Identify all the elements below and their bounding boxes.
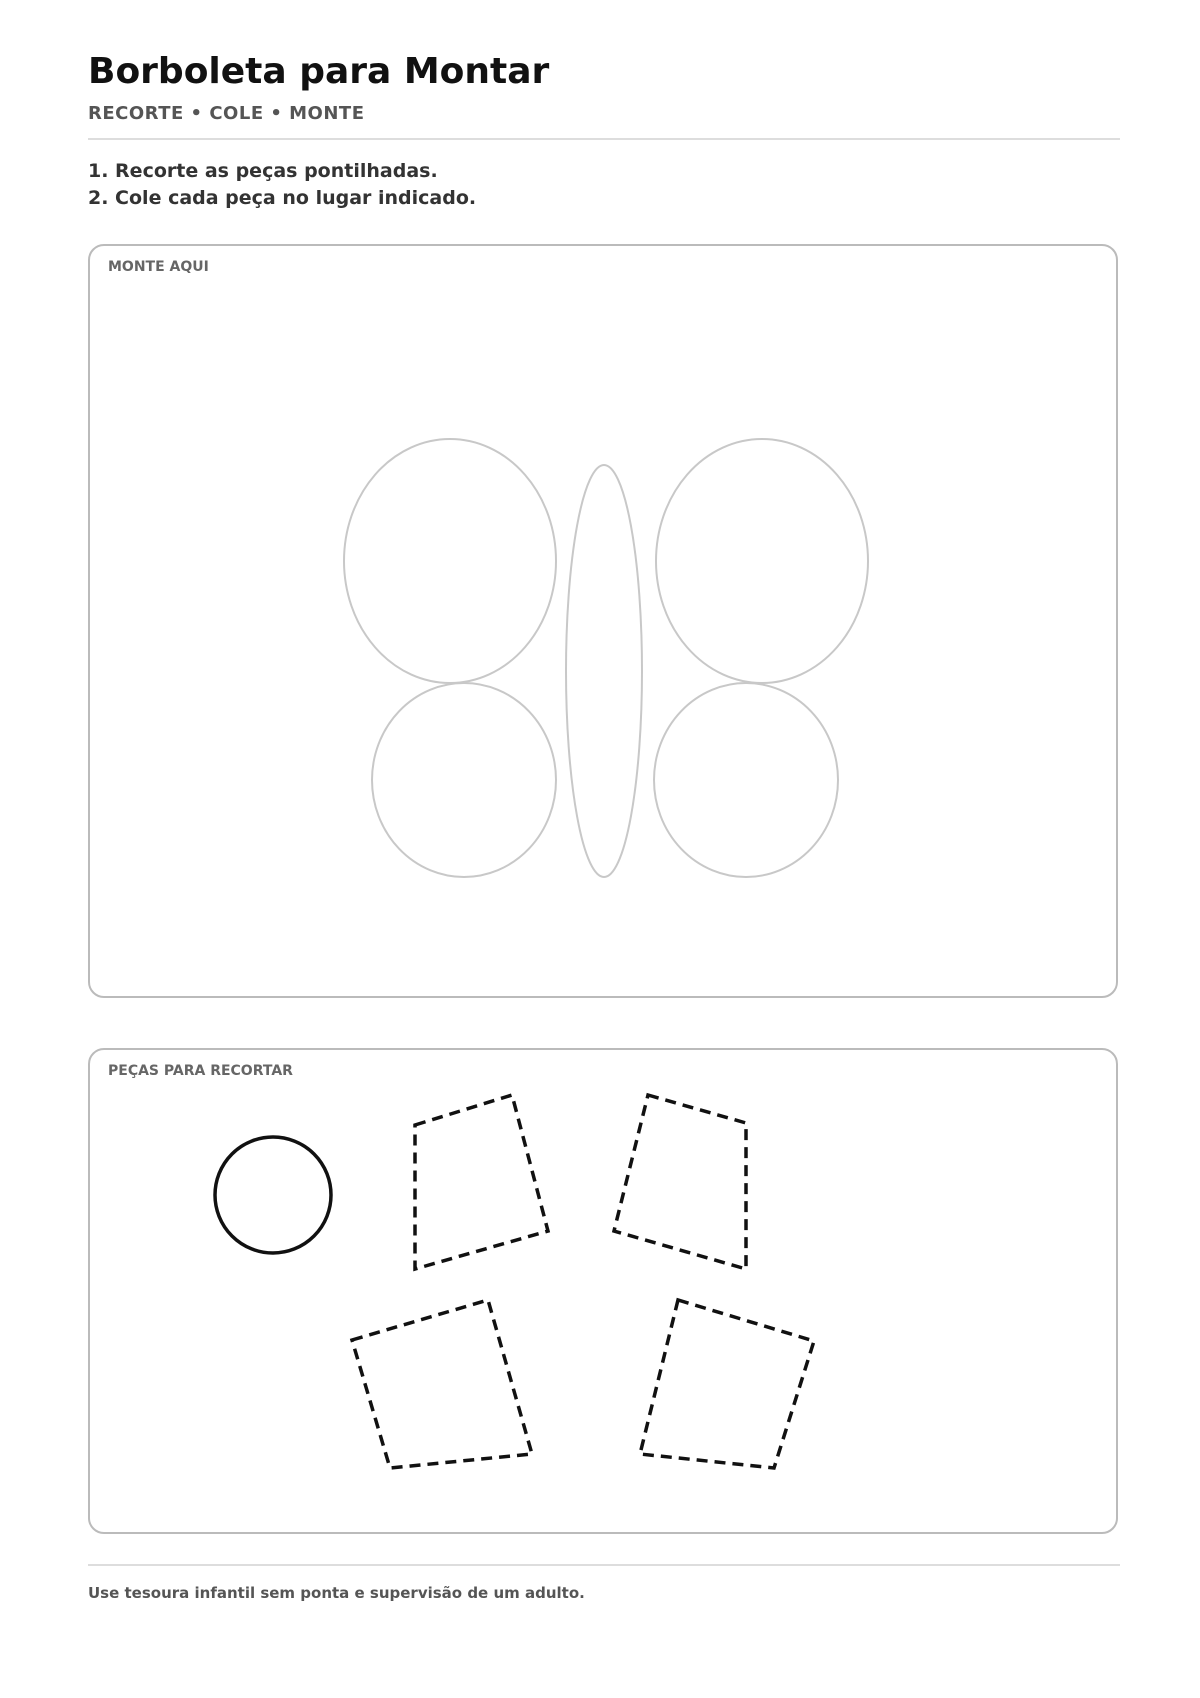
pieces-panel <box>88 1048 1118 1534</box>
page-subtitle: RECORTE • COLE • MONTE <box>88 103 365 124</box>
head-cutout-piece[interactable] <box>215 1137 331 1253</box>
instruction-step-2: 2. Cole cada peça no lugar indicado. <box>88 187 477 209</box>
instruction-step-1: 1. Recorte as peças pontilhadas. <box>88 160 438 182</box>
upper-right-wing-outline <box>656 439 868 683</box>
page-title: Borboleta para Montar <box>88 51 550 92</box>
instructions-list <box>88 158 476 212</box>
butterfly-outline <box>90 246 1120 1000</box>
cutout-pieces <box>90 1050 1120 1536</box>
header-divider <box>88 138 1120 140</box>
upper-left-wing-outline <box>344 439 556 683</box>
pieces-panel-label: PEÇAS PARA RECORTAR <box>108 1063 293 1079</box>
wing-cutout-piece-3[interactable] <box>352 1300 532 1468</box>
wing-cutout-piece-2[interactable] <box>614 1095 746 1269</box>
lower-left-wing-outline <box>372 683 556 877</box>
assembly-panel <box>88 244 1118 998</box>
body-outline <box>566 465 642 877</box>
footer-divider <box>88 1564 1120 1566</box>
wing-cutout-piece-4[interactable] <box>640 1300 814 1468</box>
wing-cutout-piece-1[interactable] <box>415 1095 548 1269</box>
safety-note: Use tesoura infantil sem ponta e supervisão de um adulto. <box>88 1584 585 1602</box>
lower-right-wing-outline <box>654 683 838 877</box>
assembly-panel-label: MONTE AQUI <box>108 259 209 275</box>
